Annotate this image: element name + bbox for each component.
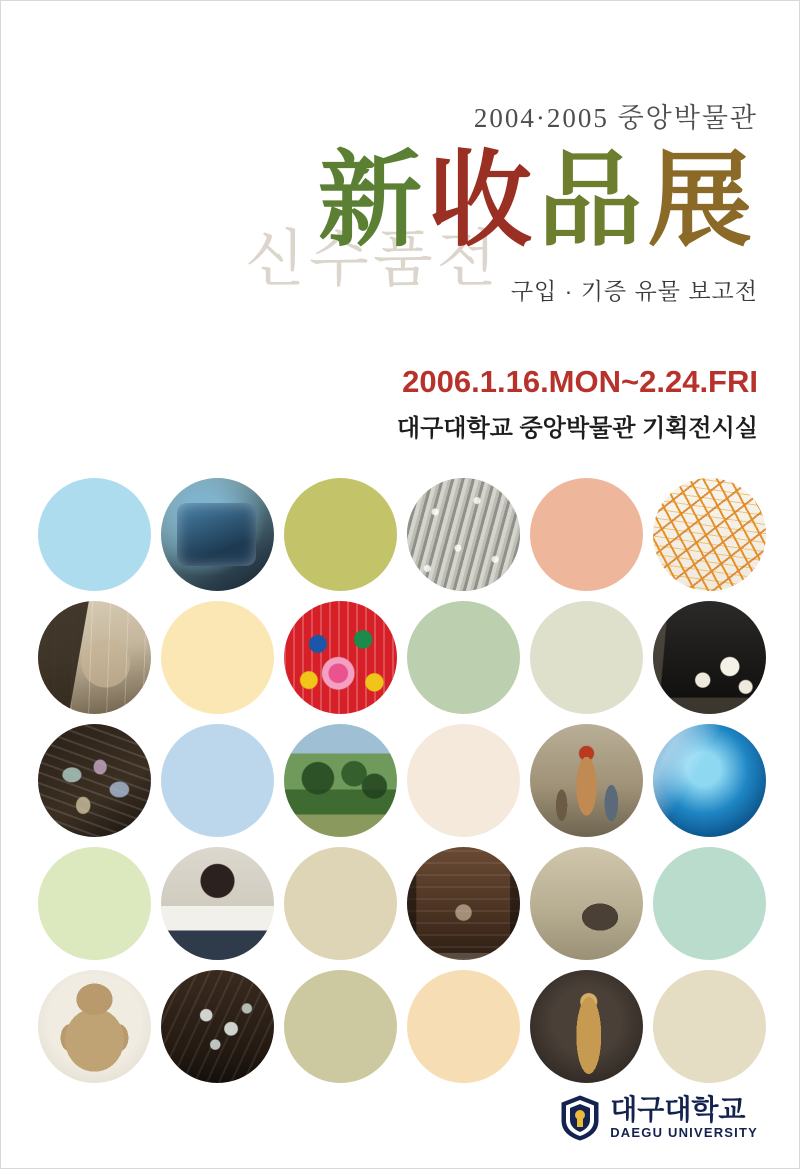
circle-photo-wooden-furniture xyxy=(407,847,520,960)
circle-photo xyxy=(653,724,766,837)
circle-photo xyxy=(530,970,643,1083)
poster-dates: 2006.1.16.MON~2.24.FRI xyxy=(402,364,758,399)
circle-salmon xyxy=(530,478,643,591)
poster-venue: 대구대학교 중앙박물관 기획전시실 xyxy=(396,415,758,442)
circle-ivory xyxy=(407,724,520,837)
circle-photo-blue-glass xyxy=(653,724,766,837)
circle-sage-green xyxy=(407,601,520,714)
circle-swatch xyxy=(161,724,274,837)
circle-photo xyxy=(161,970,274,1083)
circle-pale-peach xyxy=(407,970,520,1083)
title-char-2: 收 xyxy=(427,144,538,259)
circle-photo-clay-figurine xyxy=(38,970,151,1083)
circle-photo xyxy=(653,478,766,591)
circle-swatch xyxy=(38,478,151,591)
circle-photo-portrait-girl xyxy=(161,847,274,960)
poster-supertitle: 2004·2005 중앙박물관 xyxy=(473,103,758,133)
circle-mint xyxy=(653,847,766,960)
circle-photo-scroll-painting xyxy=(38,601,151,714)
university-name-kr: 대구대학교 xyxy=(610,1094,746,1126)
university-name-block xyxy=(610,1095,758,1140)
crest-icon xyxy=(560,1095,600,1141)
circle-pale-sand xyxy=(530,601,643,714)
circle-photo xyxy=(161,847,274,960)
circle-photo xyxy=(407,847,520,960)
circle-cream-yellow xyxy=(161,601,274,714)
circle-photo xyxy=(530,847,643,960)
circle-photo xyxy=(653,601,766,714)
circle-olive xyxy=(284,478,397,591)
university-logo xyxy=(560,1095,758,1141)
university-name-en: DAEGU UNIVERSITY xyxy=(610,1125,758,1141)
circle-photo xyxy=(284,601,397,714)
circle-photo xyxy=(38,601,151,714)
poster-ghost-title: 신수품전 xyxy=(245,226,501,294)
circle-swatch xyxy=(38,847,151,960)
circle-light-blue xyxy=(161,724,274,837)
circle-photo xyxy=(284,724,397,837)
circle-photo xyxy=(161,478,274,591)
circle-swatch xyxy=(653,847,766,960)
circle-swatch xyxy=(407,970,520,1083)
circle-pale-blue xyxy=(38,478,151,591)
circle-swatch xyxy=(407,724,520,837)
poster-header xyxy=(0,96,800,443)
circle-photo xyxy=(407,478,520,591)
circle-swatch xyxy=(530,478,643,591)
circle-swatch xyxy=(653,970,766,1083)
poster-subtitle: 구입 · 기증 유물 보고전 xyxy=(510,278,758,304)
circle-swatch xyxy=(407,601,520,714)
circle-swatch xyxy=(284,478,397,591)
circle-image-grid xyxy=(38,478,764,1083)
circle-photo-orange-branches xyxy=(653,478,766,591)
circle-photo-inlaid-box xyxy=(161,970,274,1083)
circle-swatch xyxy=(161,601,274,714)
circle-photo-figures-painting xyxy=(530,724,643,837)
circle-beige xyxy=(653,970,766,1083)
circle-swatch xyxy=(284,970,397,1083)
circle-photo-horse-painting xyxy=(530,847,643,960)
circle-photo-standing-figure xyxy=(530,970,643,1083)
circle-tan xyxy=(284,847,397,960)
circle-photo-embroidery xyxy=(284,601,397,714)
title-char-3: 品 xyxy=(537,144,648,259)
circle-photo xyxy=(38,724,151,837)
circle-photo-lacquer-floral xyxy=(653,601,766,714)
circle-photo-mother-of-pearl xyxy=(38,724,151,837)
circle-swatch xyxy=(530,601,643,714)
circle-swatch xyxy=(284,847,397,960)
circle-photo-celadon-vessel xyxy=(161,478,274,591)
title-char-4: 展 xyxy=(647,144,758,259)
poster-main-title xyxy=(317,144,758,259)
circle-photo xyxy=(38,970,151,1083)
circle-photo-textile xyxy=(407,478,520,591)
circle-khaki xyxy=(284,970,397,1083)
circle-photo xyxy=(530,724,643,837)
title-char-1: 新 xyxy=(317,144,428,259)
circle-photo-landscape xyxy=(284,724,397,837)
circle-pale-lime xyxy=(38,847,151,960)
